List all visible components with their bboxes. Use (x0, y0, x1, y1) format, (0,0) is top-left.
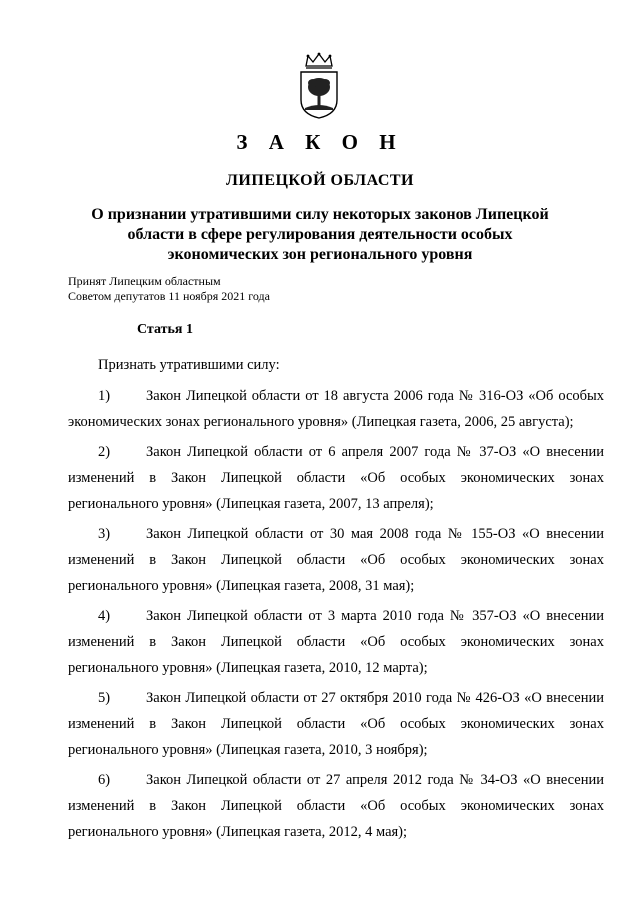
heading-line: О признании утратившими силу некоторых законов Липецкой (91, 206, 549, 223)
adoption-line: Советом депутатов 11 ноября 2021 года (68, 289, 270, 303)
item-text: Закон Липецкой области от 30 мая 2008 года № 155-ОЗ «О внесении изменений в Закон Липецкой области «Об особых экономических зонах регионального уровня» (Липецкая газета, 2008, 31 мая); (68, 526, 604, 594)
adoption-line: Принят Липецким областным (68, 274, 221, 288)
law-heading (70, 205, 570, 265)
item-text: Закон Липецкой области от 3 марта 2010 года № 357-ОЗ «О внесении изменений в Закон Липецкой области «Об особых экономических зонах регионального уровня» (Липецкая газета, 2010, 12 марта); (68, 608, 604, 676)
item-number: 6) (98, 772, 111, 788)
list-item (68, 685, 604, 763)
item-number: 3) (98, 526, 111, 542)
adoption-note (68, 274, 270, 304)
item-text: Закон Липецкой области от 27 октября 2010 года № 426-ОЗ «О внесении изменений в Закон Липецкой области «Об особых экономических зонах регионального уровня» (Липецкая газета, 2010, 3 ноября); (68, 690, 604, 758)
list-item (68, 521, 604, 599)
heading-line: области в сфере регулирования деятельности особых (127, 226, 513, 243)
list-item (68, 383, 604, 435)
document-title: З А К О Н (236, 130, 404, 154)
list-item (68, 603, 604, 681)
article-items (68, 383, 604, 849)
item-number: 2) (98, 444, 111, 460)
item-number: 1) (98, 388, 111, 404)
document-subtitle: ЛИПЕЦКОЙ ОБЛАСТИ (226, 172, 414, 189)
article-title: Статья 1 (137, 322, 193, 337)
item-number: 4) (98, 608, 111, 624)
item-text: Закон Липецкой области от 18 августа 2006 года № 316-ОЗ «Об особых экономических зонах регионального уровня» (Липецкая газета, 2006, 25 августа); (68, 388, 604, 430)
item-text: Закон Липецкой области от 6 апреля 2007 года № 37-ОЗ «О внесении изменений в Закон Липецкой области «Об особых экономических зонах регионального уровня» (Липецкая газета, 2007, 13 апреля); (68, 444, 604, 512)
list-item (68, 767, 604, 845)
list-item (68, 439, 604, 517)
heading-line: экономических зон регионального уровня (167, 246, 473, 263)
coat-of-arms-icon (294, 52, 344, 120)
item-text: Закон Липецкой области от 27 апреля 2012 года № 34-ОЗ «О внесении изменений в Закон Липецкой области «Об особых экономических зонах регионального уровня» (Липецкая газета, 2012, 4 мая); (68, 772, 604, 840)
article-intro: Признать утратившими силу: (98, 357, 280, 373)
item-number: 5) (98, 690, 111, 706)
